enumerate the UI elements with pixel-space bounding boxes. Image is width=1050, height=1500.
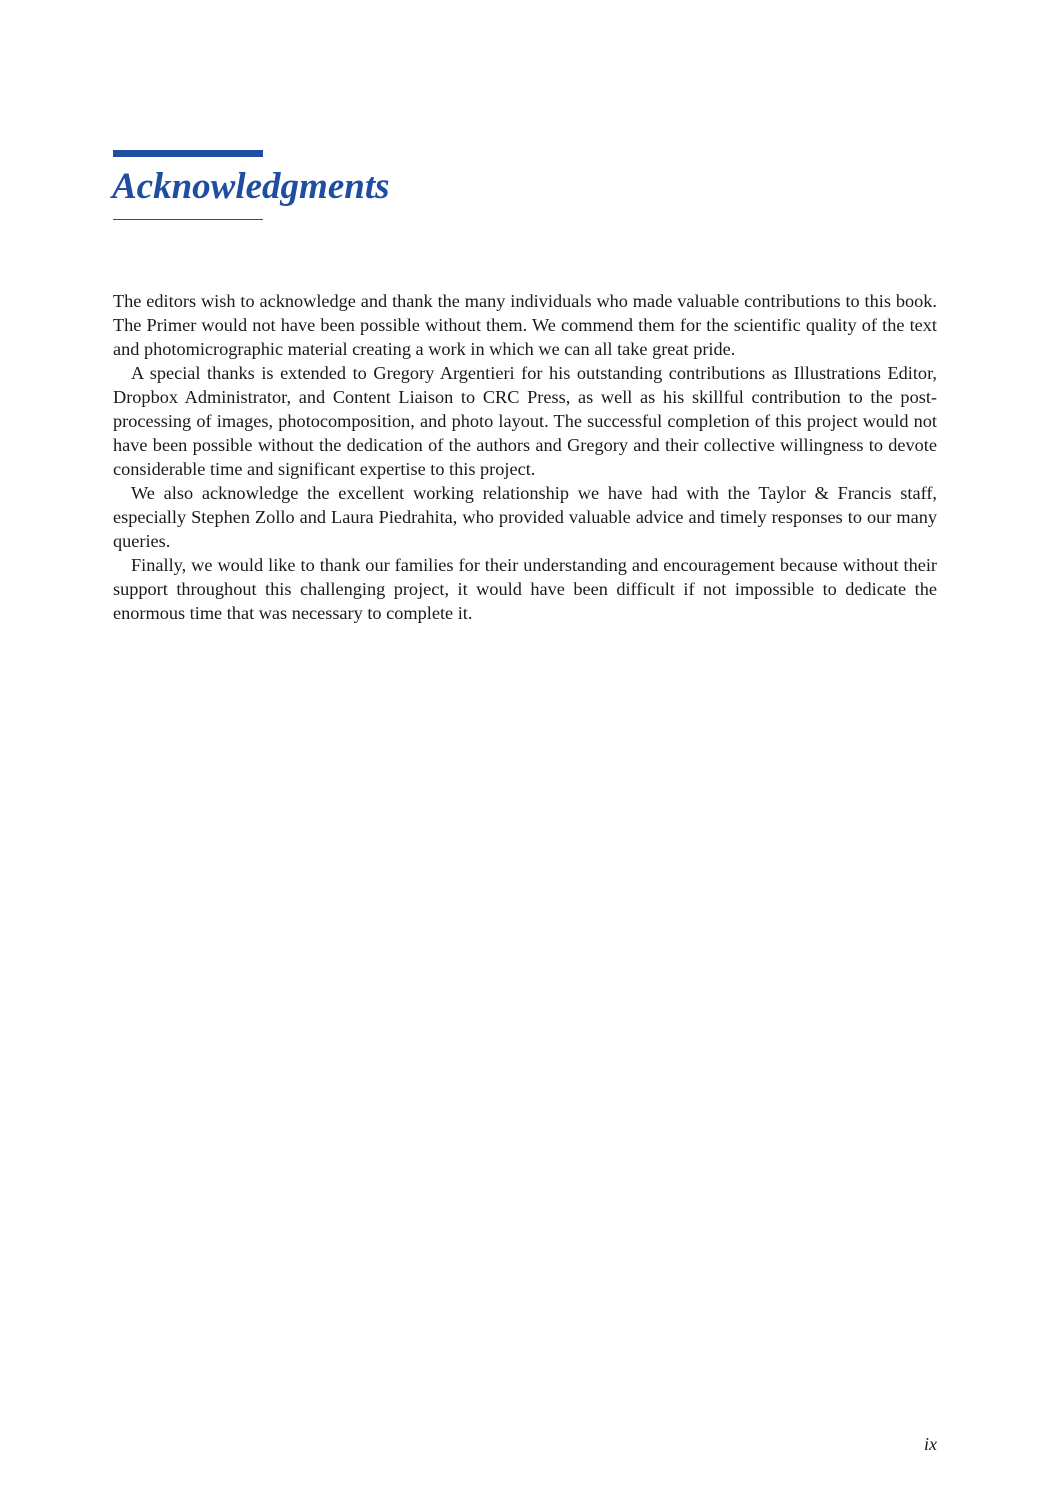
chapter-heading-rule-thick	[113, 150, 263, 157]
page-number: ix	[924, 1434, 937, 1454]
paragraph: The editors wish to acknowledge and thank the many individuals who made valuable contributions to this book. The Primer would not have been possible without them. We commend them for the scientific quality of the text and photomicrographic material creating a work in which we can all take great pride.	[113, 291, 937, 359]
body-text	[113, 289, 937, 625]
chapter-heading-rule-thin	[113, 219, 263, 220]
paragraph: A special thanks is extended to Gregory Argentieri for his outstanding contributions as Illustrations Editor, Dropbox Administrator, and Content Liaison to CRC Press, as well as his skillful contribution to the post-processing of images, photocomposition, and photo layout. The successful completion of this project would not have been possible without the dedication of the authors and Gregory and their collective willingness to devote considerable time and significant expertise to this project.	[113, 363, 937, 479]
paragraph: Finally, we would like to thank our families for their understanding and encouragement because without their support throughout this challenging project, it would have been difficult if not impossible to dedicate the enormous time that was necessary to complete it.	[113, 555, 937, 623]
chapter-title: Acknowledgments	[112, 166, 390, 207]
paragraph: We also acknowledge the excellent working relationship we have had with the Taylor & Francis staff, especially Stephen Zollo and Laura Piedrahita, who provided valuable advice and timely responses to our many queries.	[113, 483, 937, 551]
